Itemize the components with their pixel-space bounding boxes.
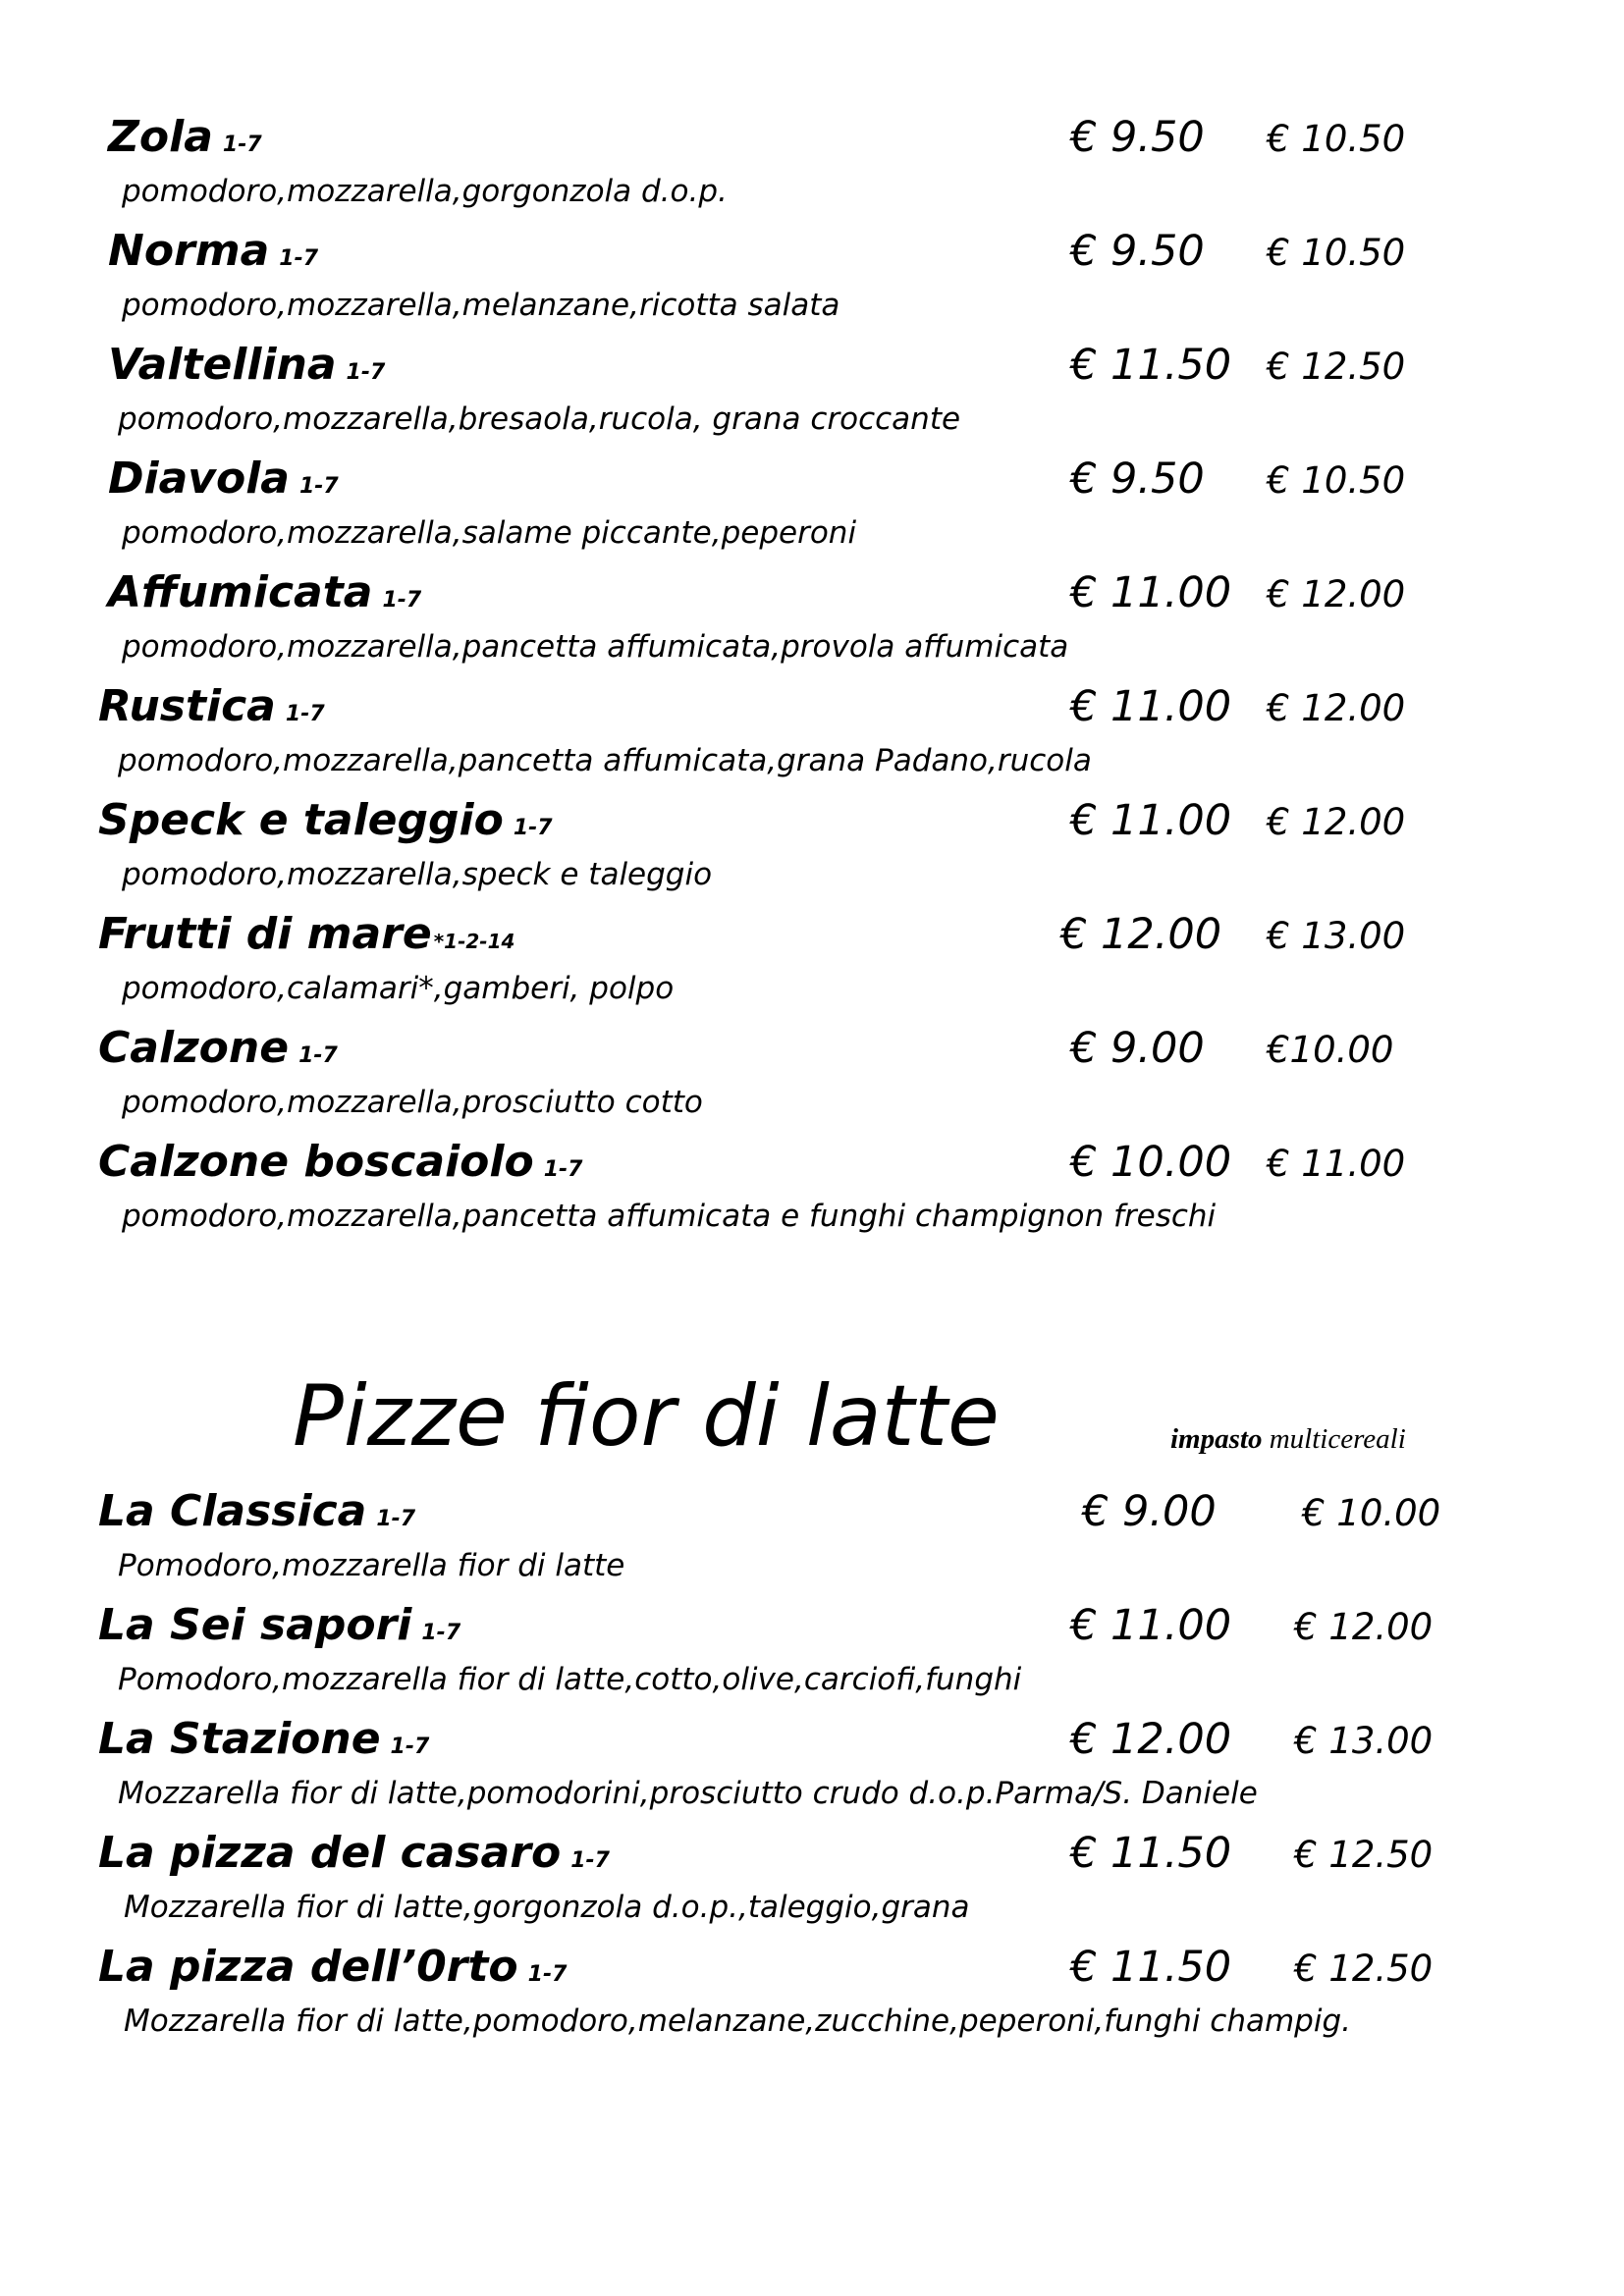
item-price-regular: € 11.00	[1070, 796, 1232, 845]
item-name: Frutti di mare	[98, 909, 432, 959]
item-price-large: € 10.50	[1267, 118, 1406, 160]
item-description: pomodoro,mozzarella,speck e taleggio	[122, 857, 713, 892]
item-allergens: 1-7	[376, 1507, 416, 1531]
item-name-line	[98, 1482, 415, 1549]
item-price-large: € 10.50	[1267, 232, 1406, 274]
item-price-regular: € 9.50	[1070, 454, 1205, 504]
item-name-line	[98, 1019, 338, 1086]
item-allergens: 1-7	[513, 816, 553, 840]
item-description: pomodoro,calamari*,gamberi, polpo	[122, 971, 675, 1006]
item-name: Diavola	[108, 454, 290, 504]
item-price-large: € 10.00	[1302, 1492, 1441, 1534]
menu-item	[0, 1710, 1624, 1824]
item-price-regular: € 11.00	[1070, 682, 1232, 731]
item-price-regular: € 9.50	[1070, 227, 1205, 276]
item-price-regular: € 9.50	[1070, 113, 1205, 162]
item-name: Rustica	[98, 681, 276, 731]
menu-item	[0, 1938, 1624, 2052]
item-name: La pizza del casaro	[98, 1828, 562, 1878]
item-name: Zola	[108, 112, 213, 162]
item-name-line	[108, 222, 318, 289]
menu-item	[0, 1824, 1624, 1938]
menu-item	[0, 1596, 1624, 1710]
item-allergens: 1-7	[543, 1157, 583, 1182]
item-allergens: 1-7	[279, 246, 319, 271]
item-allergens: *1-2-14	[433, 930, 515, 953]
item-allergens: 1-7	[222, 133, 262, 157]
menu-item	[0, 677, 1624, 791]
item-price-regular: € 11.00	[1070, 568, 1232, 617]
item-description: pomodoro,mozzarella,gorgonzola d.o.p.	[122, 174, 728, 209]
menu-item	[0, 563, 1624, 677]
item-description: Pomodoro,mozzarella fior di latte	[118, 1548, 625, 1583]
item-price-regular: € 12.00	[1060, 910, 1222, 959]
menu-item	[0, 791, 1624, 905]
item-description: Mozzarella fior di latte,pomodoro,melanzane,zucchine,peperoni,funghi champig.	[124, 2003, 1351, 2039]
item-allergens: 1-7	[390, 1735, 430, 1759]
item-price-large: € 12.50	[1267, 346, 1406, 388]
item-price-regular: € 9.00	[1082, 1487, 1217, 1536]
item-name: La pizza dell’0rto	[98, 1942, 518, 1992]
item-name: La Classica	[98, 1486, 367, 1536]
item-name-line	[98, 1938, 567, 2004]
item-allergens: 1-7	[570, 1848, 610, 1873]
item-name: Speck e taleggio	[98, 795, 504, 845]
item-name-line	[98, 1710, 429, 1777]
section-note-text: multicereali	[1269, 1423, 1406, 1455]
menu-item	[0, 1019, 1624, 1133]
item-price-large: € 10.50	[1267, 459, 1406, 502]
item-description: pomodoro,mozzarella,pancetta affumicata e funghi champignon freschi	[122, 1199, 1217, 1234]
item-price-regular: € 11.00	[1070, 1601, 1232, 1650]
item-price-large: € 12.00	[1294, 1606, 1434, 1648]
item-price-regular: € 12.00	[1070, 1715, 1232, 1764]
item-description: pomodoro,mozzarella,salame piccante,peperoni	[122, 515, 857, 551]
item-price-large: € 11.00	[1267, 1143, 1406, 1185]
menu-item	[0, 450, 1624, 563]
item-name: Calzone	[98, 1023, 290, 1073]
item-name: Norma	[108, 226, 270, 276]
item-description: pomodoro,mozzarella,melanzane,ricotta salata	[122, 288, 840, 323]
item-description: Pomodoro,mozzarella fior di latte,cotto,olive,carciofi,funghi	[118, 1662, 1022, 1697]
item-allergens: 1-7	[382, 588, 422, 613]
item-name: La Stazione	[98, 1714, 381, 1764]
item-allergens: 1-7	[527, 1962, 568, 1987]
item-price-large: € 13.00	[1267, 915, 1406, 957]
item-name-line	[98, 1133, 582, 1200]
menu-item	[0, 108, 1624, 222]
item-name-line	[98, 791, 553, 858]
item-description: Mozzarella fior di latte,gorgonzola d.o.p.,taleggio,grana	[124, 1890, 970, 1925]
item-description: pomodoro,mozzarella,prosciutto cotto	[122, 1085, 703, 1120]
item-allergens: 1-7	[298, 1043, 338, 1068]
item-price-large: € 13.00	[1294, 1720, 1434, 1762]
item-allergens: 1-7	[298, 474, 339, 499]
item-price-large: € 12.00	[1267, 801, 1406, 843]
item-description: pomodoro,mozzarella,pancetta affumicata,grana Padano,rucola	[118, 743, 1092, 778]
item-price-regular: € 11.50	[1070, 341, 1232, 390]
menu-item	[0, 905, 1624, 1019]
item-price-large: € 12.50	[1294, 1834, 1434, 1876]
item-name-line	[98, 677, 325, 744]
item-name-line	[98, 1596, 460, 1663]
item-allergens: 1-7	[421, 1621, 461, 1645]
section-note	[1170, 1419, 1406, 1459]
item-price-large: €10.00	[1267, 1029, 1394, 1071]
item-name-line	[98, 1824, 610, 1891]
section-note-bold: impasto	[1170, 1423, 1263, 1455]
item-description: Mozzarella fior di latte,pomodorini,prosciutto crudo d.o.p.Parma/S. Daniele	[118, 1776, 1258, 1811]
item-name: Calzone boscaiolo	[98, 1137, 534, 1187]
item-name-line	[108, 450, 339, 516]
item-name: Affumicata	[108, 567, 373, 617]
item-allergens: 1-7	[285, 702, 325, 726]
menu-item	[0, 222, 1624, 336]
menu-item	[0, 1482, 1624, 1596]
item-description: pomodoro,mozzarella,pancetta affumicata,provola affumicata	[122, 629, 1069, 665]
item-name: La Sei sapori	[98, 1600, 412, 1650]
item-name-line	[108, 336, 385, 402]
item-price-regular: € 10.00	[1070, 1138, 1232, 1187]
item-price-regular: € 9.00	[1070, 1024, 1205, 1073]
item-description: pomodoro,mozzarella,bresaola,rucola, grana croccante	[118, 401, 961, 437]
item-price-large: € 12.50	[1294, 1948, 1434, 1990]
item-name: Valtellina	[108, 340, 337, 390]
item-price-large: € 12.00	[1267, 687, 1406, 729]
item-name-line	[108, 563, 421, 630]
item-name-line	[108, 108, 262, 175]
menu-item	[0, 1133, 1624, 1247]
section-title: Pizze fior di latte	[293, 1367, 1000, 1466]
menu-item	[0, 336, 1624, 450]
item-price-regular: € 11.50	[1070, 1829, 1232, 1878]
item-name-line	[98, 905, 514, 971]
item-allergens: 1-7	[346, 360, 386, 385]
item-price-large: € 12.00	[1267, 573, 1406, 615]
item-price-regular: € 11.50	[1070, 1943, 1232, 1992]
